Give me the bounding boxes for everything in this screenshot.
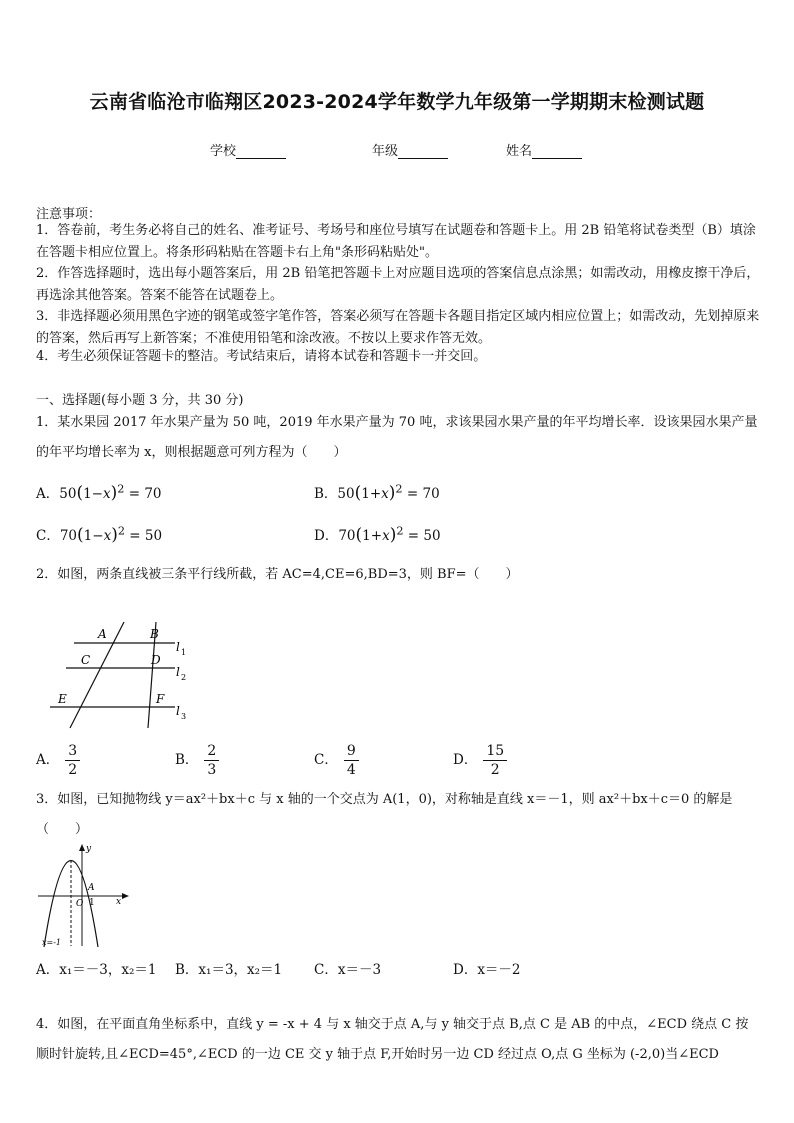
q2-option-a: A． $\frac{3}{2}$ [36, 742, 80, 779]
notice-item-1: 1．答卷前，考生务必将自己的姓名、准考证号、考场号和座位号填写在试题卷和答题卡上。用 2B 铅笔将试卷类型（B）填涂在答题卡相应位置上。将条形码粘贴在答题卡右上角"条形码粘贴处"。 [36, 223, 756, 260]
q1-option-d: D．$70(1+x)^2 = 50$ [314, 524, 441, 545]
label-c: C [81, 653, 91, 667]
label-e: E [58, 692, 67, 706]
label-l2-sub: 2 [181, 673, 187, 682]
page-title: 云南省临沧市临翔区2023-2024学年数学九年级第一学期期末检测试题 [89, 91, 705, 113]
grade-field: 年级 [372, 140, 448, 159]
question-2-text: 2．如图，两条直线被三条平行线所截，若 AC=4,CE=6,BD=3，则 BF=（ ） [36, 567, 519, 582]
label-one: 1 [89, 898, 95, 908]
label-l1-sub: 1 [181, 648, 187, 657]
label-o: O [76, 899, 84, 909]
question-4-text: 4．如图，在平面直角坐标系中，直线 y = -x + 4 与 x 轴交于点 A,与 y 轴交于点 B,点 C 是 AB 的中点，∠ECD 绕点 C 按顺时针旋转,且∠ECD=45°,∠ECD 的一边 CE 交 y 轴于点 F,开始时另一边 CD 经过点 O,点 G 坐标为 (-2,0)当∠ECD [36, 1017, 749, 1062]
label-l1: l [176, 640, 180, 654]
label-y: y [86, 844, 92, 854]
q3-option-a: A．x₁＝－3，x₂＝1 [36, 962, 157, 978]
section-heading: 一、选择题(每小题 3 分，共 30 分) [36, 393, 244, 408]
label-axis: x=-1 [42, 938, 62, 947]
label-f: F [156, 692, 165, 706]
transversal-ace [70, 622, 124, 728]
q1-option-a: A．$50(1-x)^2 = 70$ [36, 482, 162, 503]
label-l3-sub: 3 [181, 712, 187, 721]
y-axis-arrow [79, 844, 85, 851]
q2-option-b: B． $\frac{2}{3}$ [175, 742, 219, 779]
label-d: D [151, 653, 161, 667]
notice-item-2: 2．作答选择题时，选出每小题答案后，用 2B 铅笔把答题卡上对应题目选项的答案信息点涂黑；如需改动，用橡皮擦干净后，再选涂其他答案。答案不能答在试题卷上。 [36, 266, 760, 303]
parallel-lines-figure [40, 620, 200, 735]
label-b: B [150, 627, 159, 641]
notice-item-4: 4．考生必须保证答题卡的整洁。考试结束后，请将本试卷和答题卡一并交回。 [36, 349, 487, 364]
label-a: A [98, 627, 107, 641]
label-a: A [88, 883, 95, 893]
question-3-text: 3．如图，已知抛物线 y＝ax²＋bx＋c 与 x 轴的一个交点为 A(1，0)，对称轴是直线 x＝－1，则 ax²＋bx＋c＝0 的解是（ ） [36, 792, 733, 837]
q3-option-b: B．x₁＝3，x₂＝1 [175, 962, 283, 978]
notice-heading: 注意事项： [36, 207, 102, 222]
school-field: 学校 [210, 140, 286, 159]
q1-option-b: B．$50(1+x)^2 = 70$ [314, 482, 440, 503]
q2-option-d: D． $\frac{15}{2}$ [453, 742, 507, 779]
q2-option-c: C． $\frac{9}{4}$ [314, 742, 359, 779]
name-field: 姓名 [506, 140, 582, 159]
q1-option-c: C．$70(1-x)^2 = 50$ [36, 524, 163, 545]
q3-option-d: D．x＝－2 [453, 962, 521, 978]
label-l3: l [176, 704, 180, 718]
question-1-text: 1．某水果园 2017 年水果产量为 50 吨，2019 年水果产量为 70 吨，求该果园水果产量的年平均增长率．设该果园水果产量的年平均增长率为 x，则根据题意可列方程为（ ） [36, 415, 758, 460]
parabola-figure [34, 842, 134, 950]
q3-option-c: C．x＝－3 [314, 962, 382, 978]
x-axis-arrow [122, 893, 129, 899]
notice-item-3: 3．非选择题必须用黑色字迹的钢笔或签字笔作答，答案必须写在答题卡各题目指定区域内相应位置上；如需改动，先划掉原来的答案，然后再写上新答案；不准使用铅笔和涂改液。不按以上要求作答无效。 [36, 309, 760, 346]
label-l2: l [176, 665, 180, 679]
label-x: x [116, 897, 122, 907]
